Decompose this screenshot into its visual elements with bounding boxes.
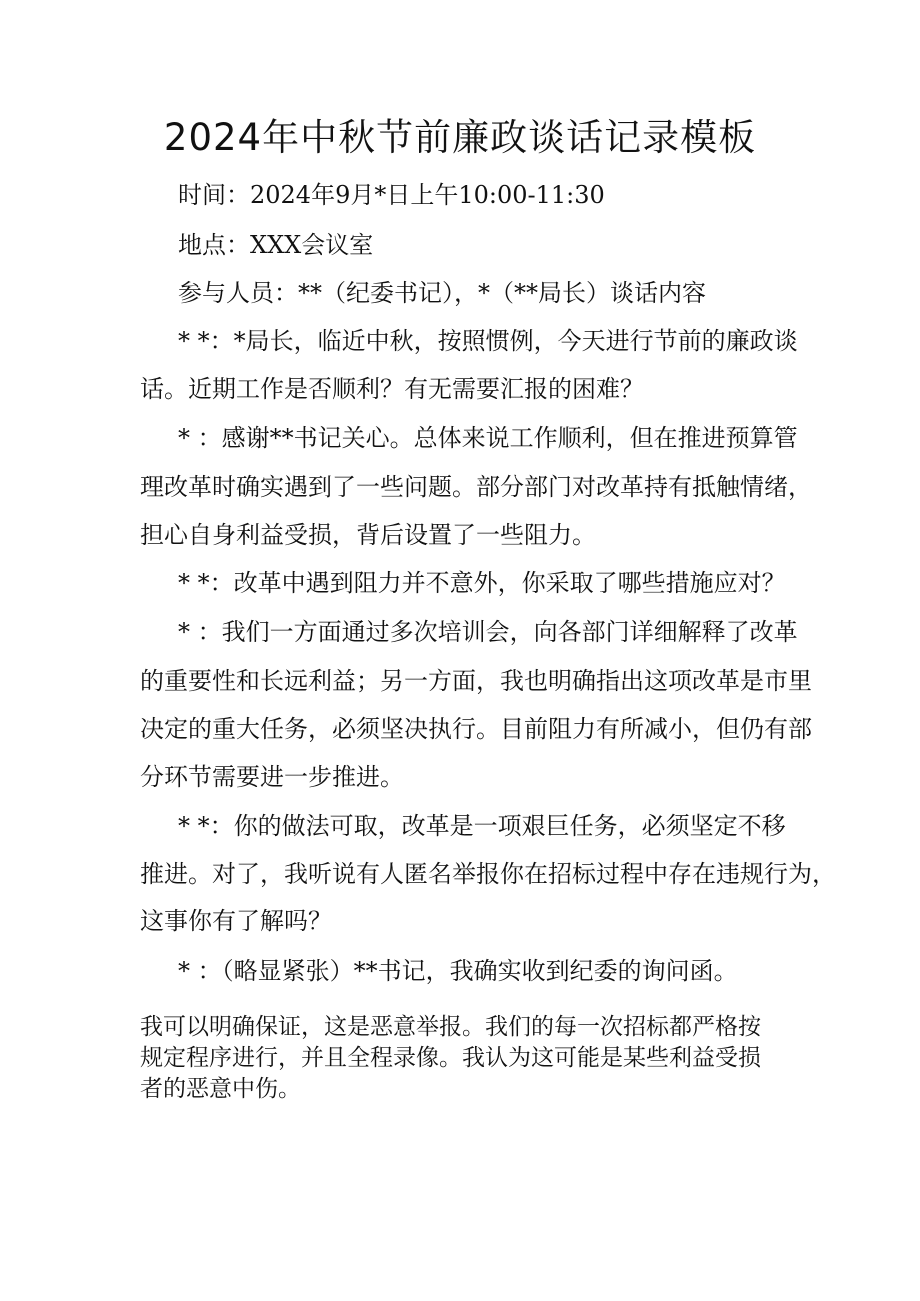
paragraph-line: 担心自身利益受损，背后设置了一些阻力。 xyxy=(140,521,596,549)
meeting-location-line: 地点：XXX会议室 xyxy=(178,231,374,259)
paragraph-line: 我可以明确保证，这是恶意举报。我们的每一次招标都严格按 xyxy=(140,1014,761,1040)
paragraph-line: 话。近期工作是否顺利？有无需要汇报的困难？ xyxy=(140,375,644,403)
paragraph-line: * *：改革中遇到阻力并不意外，你采取了哪些措施应对？ xyxy=(178,569,786,597)
paragraph-line: 决定的重大任务，必须坚决执行。目前阻力有所减小，但仍有部 xyxy=(140,715,812,743)
paragraph-line: * *：*局长，临近中秋，按照惯例，今天进行节前的廉政谈 xyxy=(178,327,798,355)
paragraph-line: 理改革时确实遇到了一些问题。部分部门对改革持有抵触情绪， xyxy=(140,473,812,501)
paragraph-line: 的重要性和长远利益；另一方面，我也明确指出这项改革是市里 xyxy=(140,667,812,695)
paragraph-line: 这事你有了解吗？ xyxy=(140,907,332,935)
paragraph-line: * *：你的做法可取，改革是一项艰巨任务，必须坚定不移 xyxy=(178,812,786,840)
paragraph-line: 推进。对了，我听说有人匿名举报你在招标过程中存在违规行为， xyxy=(140,860,836,888)
document-title: 2024年中秋节前廉政谈话记录模板 xyxy=(163,116,757,159)
participants-line: 参与人员：**（纪委书记），*（**局长）谈话内容 xyxy=(178,279,706,307)
paragraph-line: * ：感谢**书记关心。总体来说工作顺利，但在推进预算管 xyxy=(178,424,798,452)
paragraph-line: 者的恶意中伤。 xyxy=(140,1076,301,1102)
paragraph-line: 规定程序进行，并且全程录像。我认为这可能是某些利益受损 xyxy=(140,1045,761,1071)
meeting-time-line: 时间：2024年9月*日上午10:00-11:30 xyxy=(178,181,605,209)
paragraph-line: * ：我们一方面通过多次培训会，向各部门详细解释了改革 xyxy=(178,618,798,646)
paragraph-line: 分环节需要进一步推进。 xyxy=(140,763,404,791)
paragraph-line: * ：（略显紧张）**书记，我确实收到纪委的询问函。 xyxy=(178,957,738,985)
